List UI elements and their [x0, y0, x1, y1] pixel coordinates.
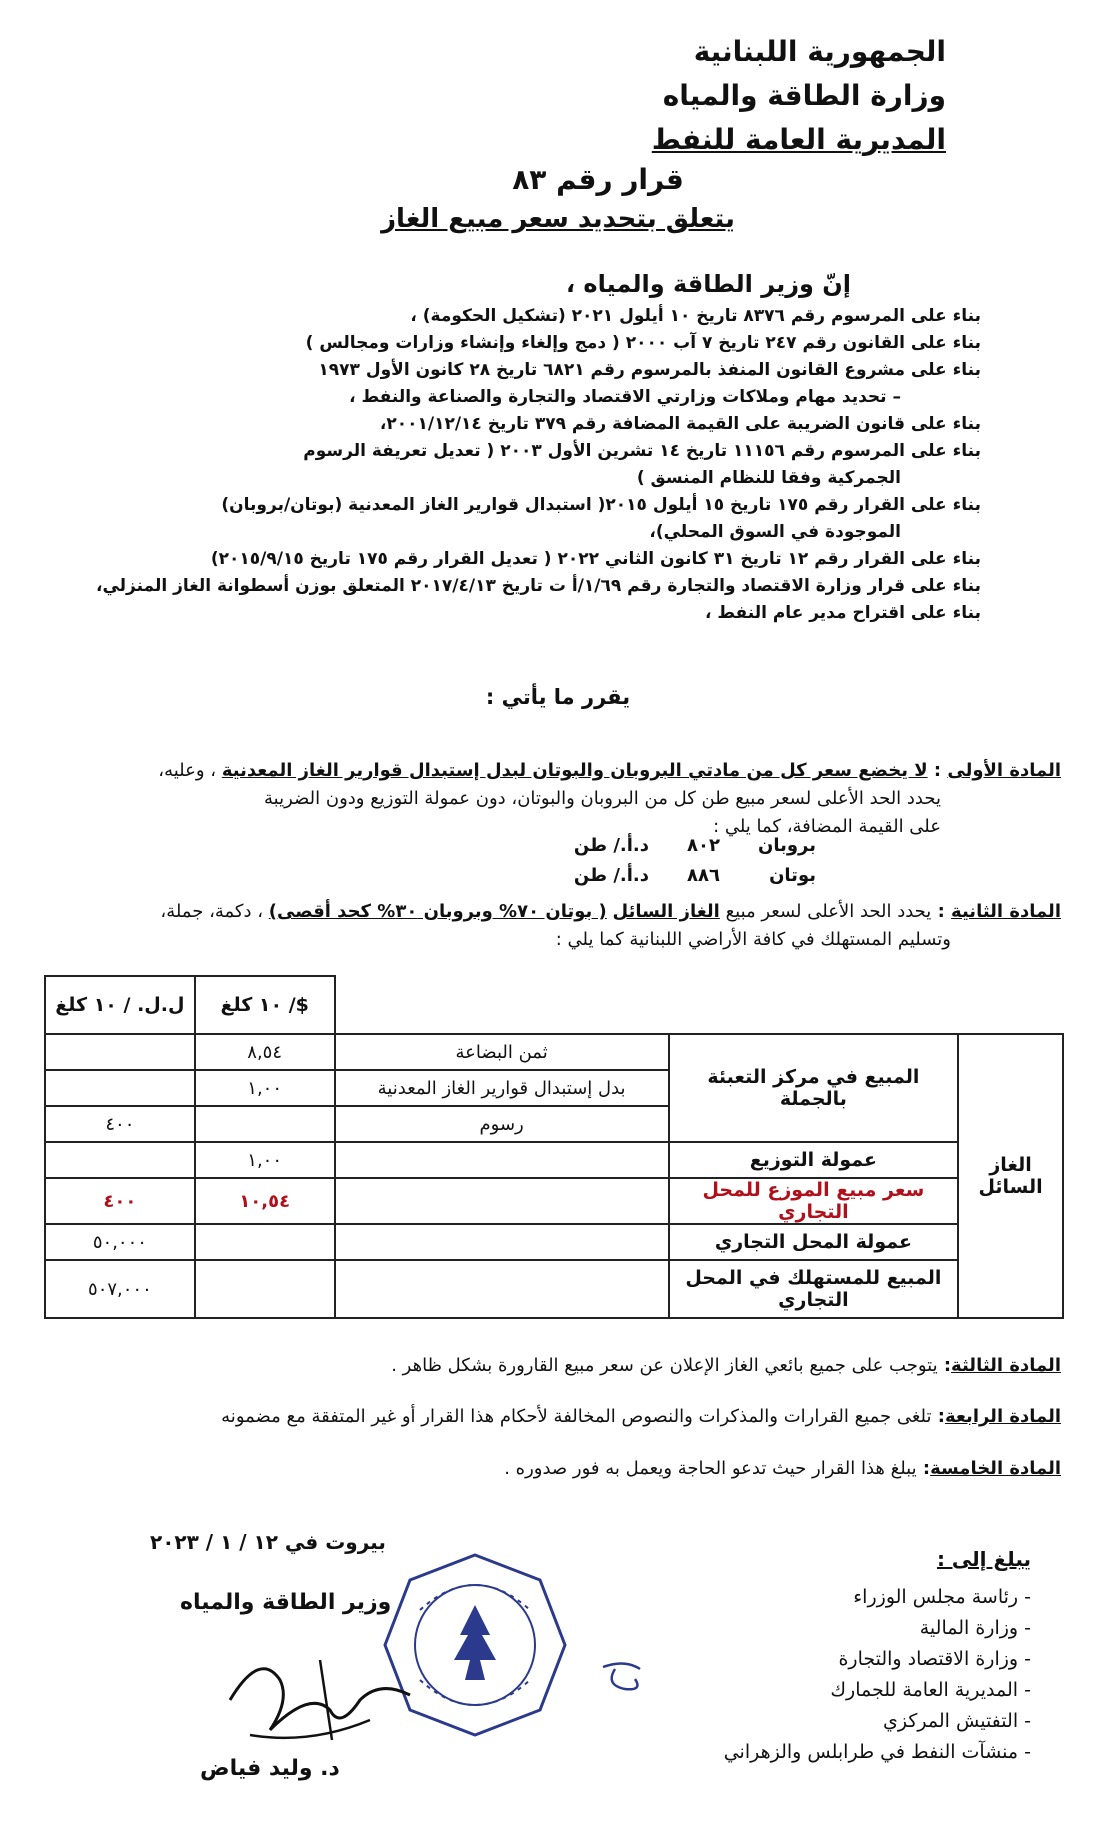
- send-to-list: [724, 1582, 1031, 1768]
- letterhead-ministry: وزارة الطاقة والمياه: [662, 79, 946, 112]
- usd-cell: [195, 1106, 335, 1142]
- lbp-cell: [45, 1142, 195, 1178]
- legal-basis-list: [96, 303, 981, 627]
- gas-price-table: [44, 975, 1064, 1319]
- wholesale-item: بدل إستبدال قوارير الغاز المعدنية: [335, 1070, 669, 1106]
- row-label: عمولة المحل التجاري: [669, 1224, 958, 1260]
- minister-opening: إنّ وزير الطاقة والمياه ،: [565, 270, 851, 298]
- table-row: [45, 1178, 1063, 1224]
- table-row: [45, 1142, 1063, 1178]
- wholesale-item: ثمن البضاعة: [335, 1034, 669, 1070]
- signature-icon: [220, 1640, 420, 1760]
- product-cell: الغاز السائل: [958, 1034, 1063, 1318]
- legal-basis-item: بناء على القرار رقم ١٢ تاريخ ٣١ كانون الثاني ٢٠٢٢ ( تعديل القرار رقم ١٧٥ تاريخ ٢٠١٥/٩/١٥): [210, 549, 981, 569]
- table-header-row: [45, 976, 1063, 1034]
- legal-basis-item: بناء على اقتراح مدير عام النفط ،: [704, 603, 981, 623]
- legal-basis-item: – تحديد مهام وملاكات وزارتي الاقتصاد والتجارة والصناعة والنفط ،: [349, 387, 901, 407]
- article-2-label: المادة الثانية: [951, 901, 1061, 922]
- decision-subject: يتعلق بتحديد سعر مبيع الغاز: [381, 204, 735, 234]
- article-1-underlined: لا يخضع سعر كل من مادتي البروبان والبوتان لبدل إستبدال قوارير الغاز المعدنية: [221, 760, 928, 781]
- decision-number: قرار رقم ٨٣: [512, 163, 684, 196]
- article-1-label: المادة الأولى: [947, 760, 1061, 781]
- article-2: المادة الثانية : يحدد الحد الأعلى لسعر مبيع الغاز السائل ( بوتان ٧٠% وبروبان ٣٠% كحد أقصى) ، دكمة، جملة، وتسليم المستهلك في كافة الأراضي اللبنانية كما يلي :: [51, 898, 1061, 954]
- send-to-item: - وزارة المالية: [724, 1613, 1031, 1644]
- resolves-heading: يقرر ما يأتي :: [485, 685, 631, 709]
- table-row: [45, 1224, 1063, 1260]
- letterhead: [652, 30, 946, 162]
- legal-basis-item: بناء على القانون رقم ٢٤٧ تاريخ ٧ آب ٢٠٠٠ ( دمج وإلغاء وإنشاء وزارات ومجالس ): [305, 333, 981, 353]
- legal-basis-item: بناء على المرسوم رقم ٨٣٧٦ تاريخ ١٠ أيلول ٢٠٢١ (تشكيل الحكومة) ،: [410, 306, 981, 326]
- lbp-cell: [45, 1070, 195, 1106]
- usd-cell: ١,٠٠: [195, 1070, 335, 1106]
- price-row-propane: [556, 832, 834, 860]
- article-5-label: المادة الخامسة: [930, 1458, 1061, 1479]
- col-usd-header: $/ ١٠ كلغ: [195, 976, 335, 1034]
- price-value: ٨٠٢: [687, 835, 720, 856]
- article-2-underlined-a: الغاز السائل: [612, 901, 720, 922]
- wholesale-item: رسوم: [335, 1106, 669, 1142]
- lbp-cell: ٤٠٠: [45, 1106, 195, 1142]
- place-date: بيروت في ١٢ / ١ / ٢٠٢٣: [150, 1530, 386, 1554]
- price-value: ٨٨٦: [687, 865, 720, 886]
- article-2-text-b: ، دكمة، جملة،: [160, 901, 264, 922]
- legal-basis-item: الجمركية وفقا للنظام المنسق ): [636, 468, 901, 488]
- ton-prices: [554, 830, 836, 892]
- legal-basis-item: بناء على القرار رقم ١٧٥ تاريخ ١٥ أيلول ٢٠١٥( استبدال قوارير الغاز المعدنية (بوتان/بروبان): [221, 495, 981, 515]
- row-label: عمولة التوزيع: [669, 1142, 958, 1178]
- article-1: المادة الأولى : لا يخضع سعر كل من مادتي البروبان والبوتان لبدل إستبدال قوارير الغاز المعدنية ، وعليه، يحدد الحد الأعلى لسعر مبيع طن كل من البروبان والبوتان، دون عمولة التوزيع ودون الضريبة على القيمة المضافة، كما يلي :: [51, 757, 1061, 841]
- article-2-text-a: يحدد الحد الأعلى لسعر مبيع: [725, 901, 932, 922]
- table-row: [45, 1034, 1063, 1070]
- lbp-cell: [45, 1034, 195, 1070]
- article-3-text: يتوجب على جميع بائعي الغاز الإعلان عن سعر مبيع القارورة بشكل ظاهر .: [391, 1355, 938, 1376]
- lbp-cell: ٥٠٧,٠٠٠: [45, 1260, 195, 1318]
- minister-name: د. وليد فياض: [200, 1756, 340, 1781]
- price-row-butane: [556, 862, 834, 890]
- send-to-item: - التفتيش المركزي: [724, 1706, 1031, 1737]
- legal-basis-item: الموجودة في السوق المحلي)،: [649, 522, 901, 542]
- legal-basis-item: بناء على قانون الضريبة على القيمة المضافة رقم ٣٧٩ تاريخ ٢٠٠١/١٢/١٤،: [379, 414, 981, 434]
- row-label: سعر مبيع الموزع للمحل التجاري: [669, 1178, 958, 1224]
- legal-basis-item: بناء على قرار وزارة الاقتصاد والتجارة رقم ١/٦٩/أ ت تاريخ ٢٠١٧/٤/١٣ المتعلق بوزن أسطوانة الغاز المنزلي،: [96, 576, 981, 596]
- article-5: المادة الخامسة: يبلغ هذا القرار حيث تدعو الحاجة ويعمل به فور صدوره .: [504, 1458, 1061, 1479]
- article-3-label: المادة الثالثة: [951, 1355, 1061, 1376]
- col-lbp-header: ل.ل. / ١٠ كلغ: [45, 976, 195, 1034]
- usd-cell: [195, 1224, 335, 1260]
- article-4: المادة الرابعة: تلغى جميع القرارات والمذكرات والنصوص المخالفة لأحكام هذا القرار أو غير المتفقة مع مضمونه: [221, 1406, 1061, 1427]
- usd-cell: ٨,٥٤: [195, 1034, 335, 1070]
- legal-basis-item: بناء على المرسوم رقم ١١١٥٦ تاريخ ١٤ تشرين الأول ٢٠٠٣ ( تعديل تعريفة الرسوم: [303, 441, 981, 461]
- article-1-line2: يحدد الحد الأعلى لسعر مبيع طن كل من البروبان والبوتان، دون عمولة التوزيع ودون الضريبة: [264, 788, 941, 809]
- send-to-label: يبلغ إلى :: [936, 1547, 1031, 1571]
- decision-title-block: [0, 160, 1116, 238]
- letterhead-republic: الجمهورية اللبنانية: [693, 35, 946, 68]
- send-to-item: - وزارة الاقتصاد والتجارة: [724, 1644, 1031, 1675]
- table-row: [45, 1260, 1063, 1318]
- send-to-item: - منشآت النفط في طرابلس والزهراني: [724, 1737, 1031, 1768]
- price-unit: د.أ./ طن: [573, 865, 649, 886]
- article-1-after: ، وعليه،: [158, 760, 217, 781]
- article-2-underlined-b: ( بوتان ٧٠% وبروبان ٣٠% كحد أقصى): [268, 901, 607, 922]
- article-4-text: تلغى جميع القرارات والمذكرات والنصوص المخالفة لأحكام هذا القرار أو غير المتفقة مع مضمونه: [221, 1406, 932, 1427]
- price-unit: د.أ./ طن: [573, 835, 649, 856]
- send-to-item: - المديرية العامة للجمارك: [724, 1675, 1031, 1706]
- wholesale-label: المبيع في مركز التعبئة بالجملة: [669, 1034, 958, 1142]
- usd-cell: ١٠,٥٤: [195, 1178, 335, 1224]
- article-5-text: يبلغ هذا القرار حيث تدعو الحاجة ويعمل به فور صدوره .: [504, 1458, 917, 1479]
- lbp-cell: ٤٠٠: [45, 1178, 195, 1224]
- legal-basis-item: بناء على مشروع القانون المنفذ بالمرسوم رقم ٦٨٢١ تاريخ ٢٨ كانون الأول ١٩٧٣: [318, 360, 981, 380]
- initials-icon: [595, 1655, 650, 1700]
- price-product: بوتان: [769, 865, 816, 886]
- lbp-cell: ٥٠,٠٠٠: [45, 1224, 195, 1260]
- minister-title: وزير الطاقة والمياه: [180, 1590, 392, 1615]
- article-1-line3: على القيمة المضافة، كما يلي :: [713, 816, 941, 837]
- article-4-label: المادة الرابعة: [944, 1406, 1061, 1427]
- usd-cell: ١,٠٠: [195, 1142, 335, 1178]
- send-to-item: - رئاسة مجلس الوزراء: [724, 1582, 1031, 1613]
- price-product: بروبان: [757, 835, 816, 856]
- article-3: المادة الثالثة: يتوجب على جميع بائعي الغاز الإعلان عن سعر مبيع القارورة بشكل ظاهر .: [391, 1355, 1061, 1376]
- article-2-line2: وتسليم المستهلك في كافة الأراضي اللبنانية كما يلي :: [555, 929, 951, 950]
- usd-cell: [195, 1260, 335, 1318]
- letterhead-directorate: المديرية العامة للنفط: [651, 123, 946, 156]
- row-label: المبيع للمستهلك في المحل التجاري: [669, 1260, 958, 1318]
